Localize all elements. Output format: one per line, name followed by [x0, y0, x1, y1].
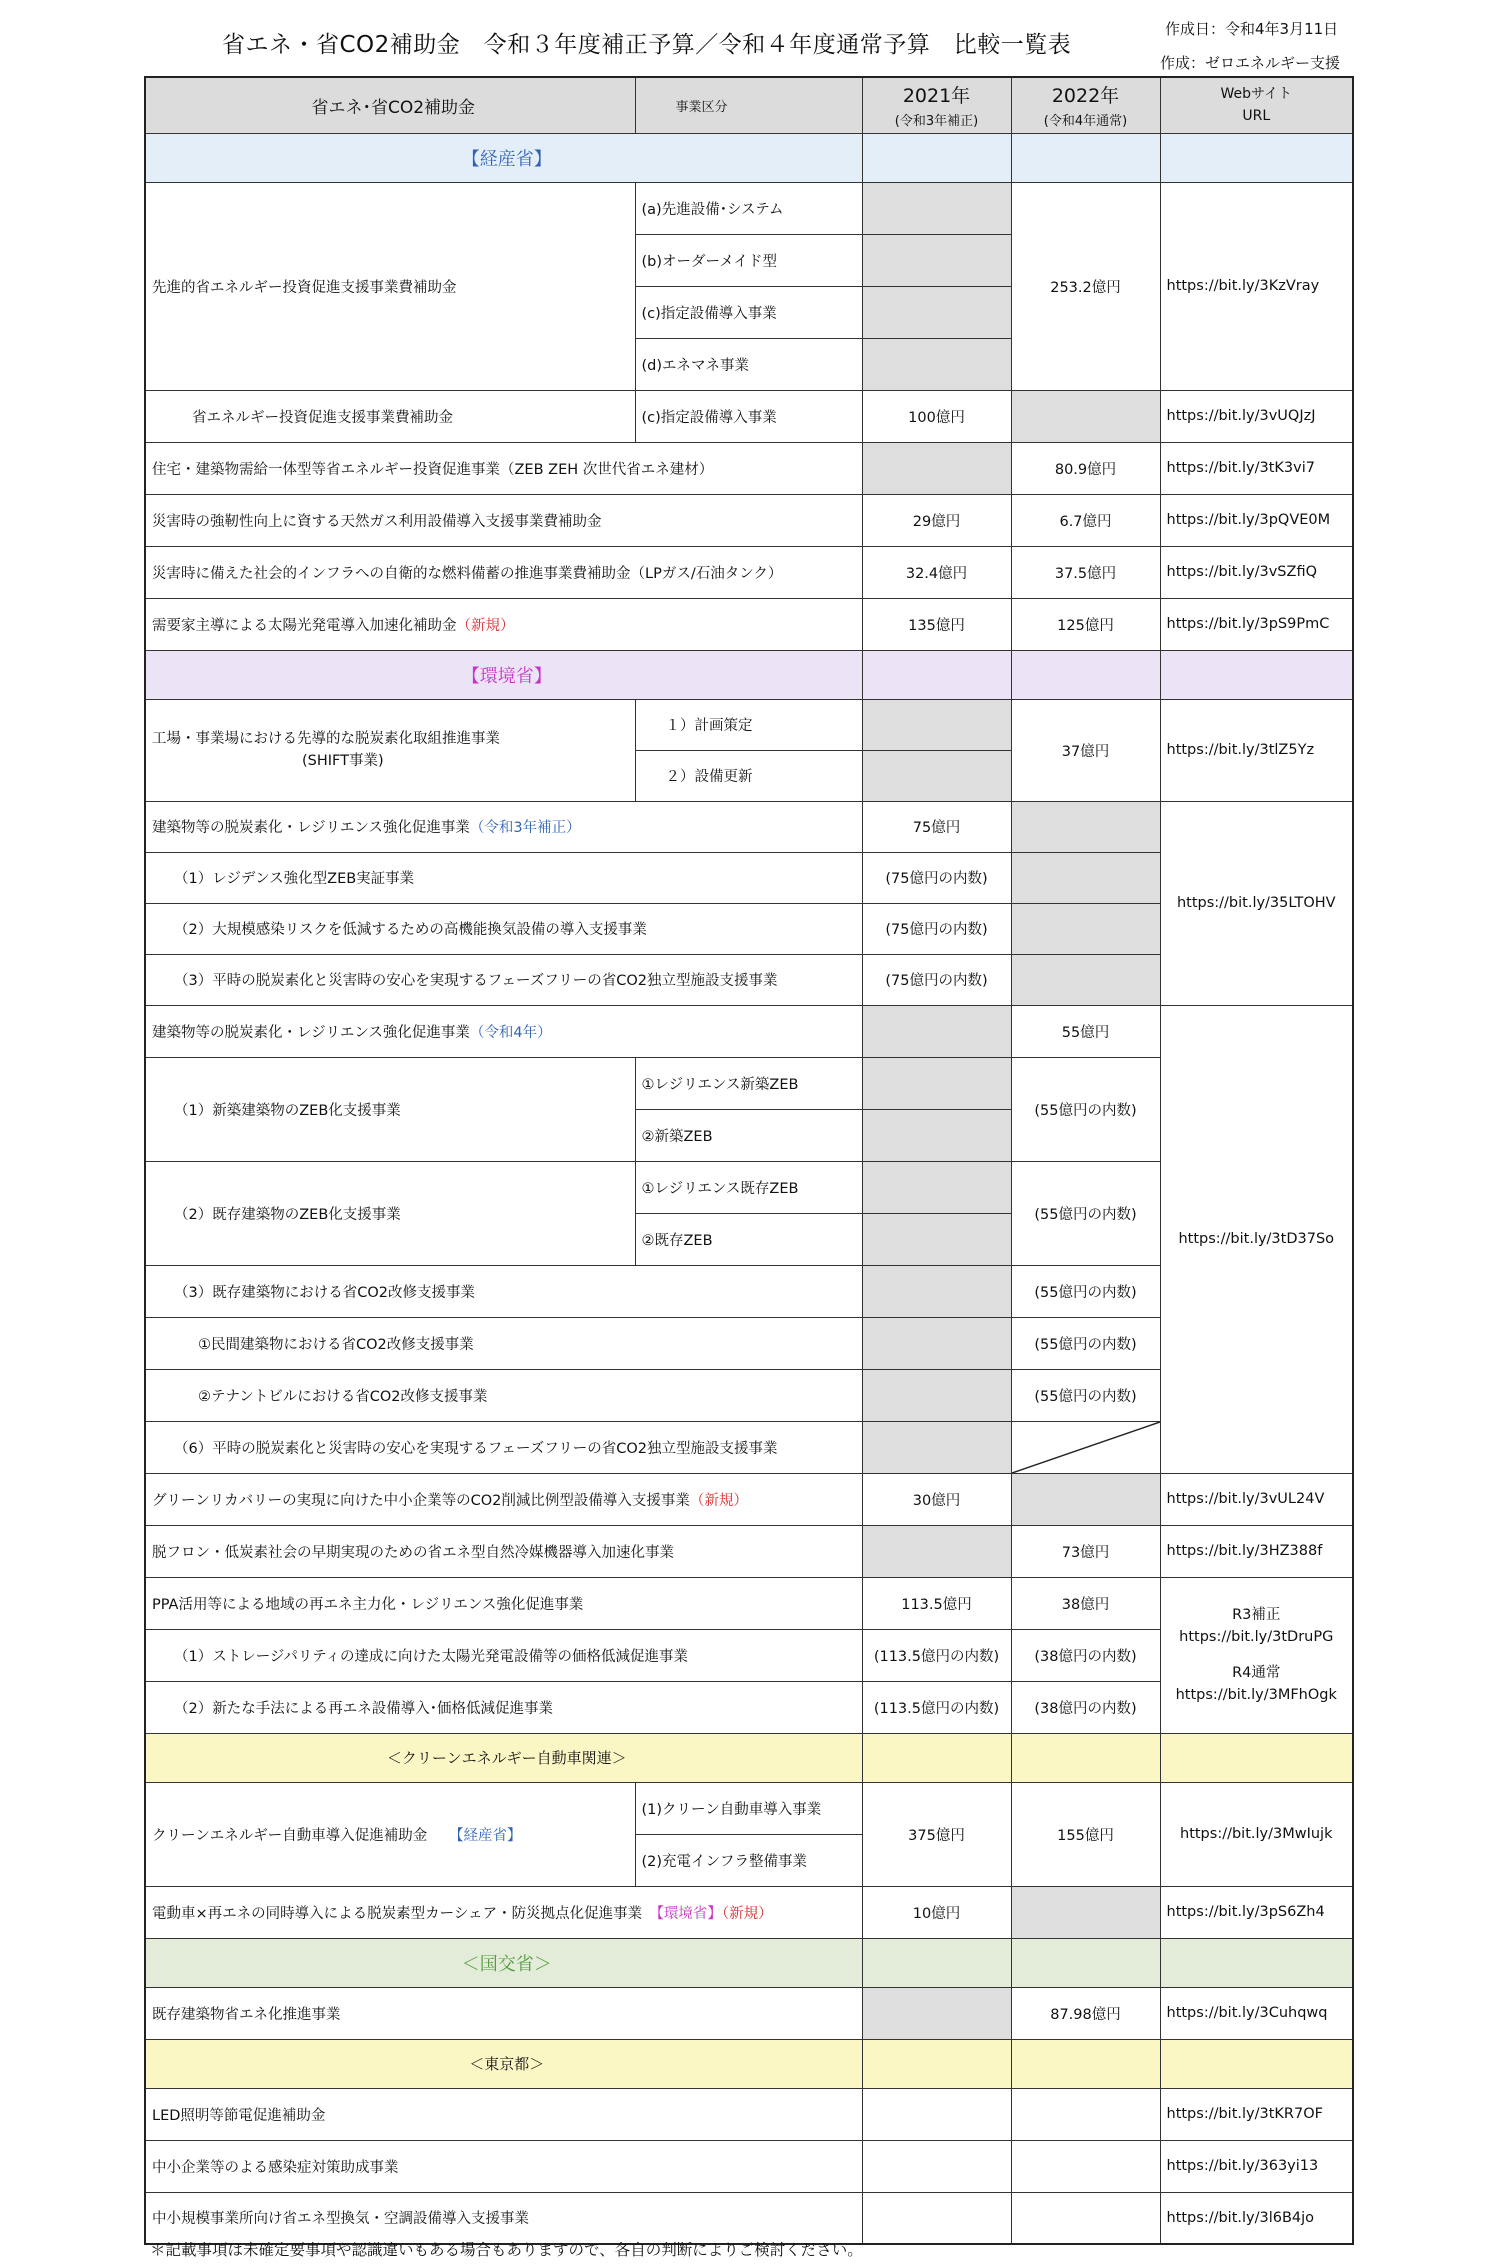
section-meti: 【経産省】 [145, 133, 1353, 182]
table-row: 先進的省エネルギー投資促進支援事業費補助金 (a)先進設備･システム 253.2億円 https://bit.ly/3KzVray [145, 182, 1353, 234]
url-link[interactable]: https://bit.ly/3tlZ5Yz [1160, 699, 1353, 801]
header-url: Webサイト URL [1160, 77, 1353, 133]
comparison-table: 省エネ･省CO2補助金 事業区分 2021年 (令和3年補正) 2022年 (令和4年通常) Webサイト URL 【経産省】 先進的省エネルギー投資促進支援事業費補助金 (a)先進設備･システム 253.2億円 https://bit.ly/3KzVray (b)オーダーメイド型 (c)指定設備導入事業 (d)エネマネ事業 省エネルギー投資促進支援事業費補助金 (c)指定設備導入事業 100億円 https://bit.ly/3vUQJzJ 住宅・建築物需給一体型等省エネルギー投資促進事業（ZEB ZEH 次世代省エネ建材） 80.9億円 https://bit.ly/3tK3vi7 災害時の強靭性向上に資する天然ガス利用設備導入支援事業費補助金 29億円 6.7億円 https://bit.ly/3pQVE0M 災害時に備えた社会的インフラへの自衛的な燃料備蓄の推進事業費補助金（LPガス/石油タンク） 32.4億円 37.5億円 https://bit.ly/3vSZfiQ 需要家主導による太陽光発電導入加速化補助金（新規） 135億円 125億円 https://bit.ly/3pS9PmC 【環境省】 工場・事業場における先導的な脱炭素化取組推進事業 (SHIFT事業) １）計画策定 37億円 https://bit.ly/3tlZ5Yz ２）設備更新 建築物等の脱炭素化・レジリエンス強化促進事業（令和3年補正） 75億円 https://bit.ly/35LTOHV （1）レジデンス強化型ZEB実証事業 (75億円の内数) （2）大規模感染リスクを低減するための高機能換気設備の導入支援事業 (75億円の内数) （3）平時の脱炭素化と災害時の安心を実現するフェーズフリーの省CO2独立型施設支援事業 (75億円の内数) 建築物等の脱炭素化・レジリエンス強化促進事業（令和4年） 55億円 https://bit.ly/3tD37So （1）新築建築物のZEB化支援事業 ①レジリエンス新築ZEB (55億円の内数) ②新築ZEB （2）既存建築物のZEB化支援事業 ①レジリエンス既存ZEB (55億円の内数) ②既存ZEB （3）既存建築物における省CO2改修支援事業 (55億円の内数) ①民間建築物における省CO2改修支援事業 (55億円の内数) ②テナントビルにおける省CO2改修支援事業 (55億円の内数) （6）平時の脱炭素化と災害時の安心を実現するフェーズフリーの省CO2独立型施設支援事業 グリーンリカバリーの実現に向けた中小企業等のCO2削減比例型設備導入支援事業（新規） 30億円 https://bit.ly/3vUL24V 脱フロン・低炭素社会の早期実現のための省エネ型自然冷媒機器導入加速化事業 73億円 https://bit.ly/3HZ388f PPA活用等による地域の再エネ主力化・レジリエンス強化促進事業 113.5億円 38億円 R3補正 https://bit.ly/3tDruPG R4通常 https://bit.ly/3MFhOgk （1）ストレージパリティの達成に向けた太陽光発電設備等の価格低減促進事業 (113.5億円の内数) (38億円の内数) （2）新たな手法による再エネ設備導入･価格低減促進事業 (113.5億円の内数) (38億円の内数) ＜クリーンエネルギー自動車関連＞ クリーンエネルギー自動車導入促進補助金 【経産省】 (1)クリーン自動車導入事業 375億円 155億円 https://bit.ly/3MwIujk (2)充電インフラ整備事業 電動車×再エネの同時導入による脱炭素型カーシェア・防災拠点化促進事業 【環境省】（新規） 10億円 https://bit.ly/3pS6Zh4 ＜国交省＞ 既存建築物省エネ化推進事業 87.98億円 https://bit.ly/3Cuhqwq ＜東京都＞ LED照明等節電促進補助金 https://bit.ly/3tKR7OF 中小企業等のよる感染症対策助成事業 https://bit.ly/363yi13 中小規模事業所向け省エネ型換気・空調設備導入支援事業 https://bit.ly/3l6B4jo [144, 76, 1354, 2245]
url-link[interactable]: https://bit.ly/3vUQJzJ [1160, 390, 1353, 442]
table-row: グリーンリカバリーの実現に向けた中小企業等のCO2削減比例型設備導入支援事業（新規） 30億円 https://bit.ly/3vUL24V [145, 1473, 1353, 1525]
url-link[interactable]: https://bit.ly/3tD37So [1160, 1005, 1353, 1473]
table-row: 建築物等の脱炭素化・レジリエンス強化促進事業（令和3年補正） 75億円 https://bit.ly/35LTOHV [145, 801, 1353, 852]
table-row: 既存建築物省エネ化推進事業 87.98億円 https://bit.ly/3Cuhqwq [145, 1987, 1353, 2039]
table-row: クリーンエネルギー自動車導入促進補助金 【経産省】 (1)クリーン自動車導入事業 375億円 155億円 https://bit.ly/3MwIujk [145, 1782, 1353, 1834]
url-link[interactable]: R3補正 https://bit.ly/3tDruPG R4通常 https://bit.ly/3MFhOgk [1160, 1577, 1353, 1733]
table-row: （2）新たな手法による再エネ設備導入･価格低減促進事業 (113.5億円の内数) (38億円の内数) [145, 1681, 1353, 1733]
table-row: 住宅・建築物需給一体型等省エネルギー投資促進事業（ZEB ZEH 次世代省エネ建材） 80.9億円 https://bit.ly/3tK3vi7 [145, 442, 1353, 494]
table-row: LED照明等節電促進補助金 https://bit.ly/3tKR7OF [145, 2088, 1353, 2140]
section-tokyo: ＜東京都＞ [145, 2039, 1353, 2088]
table-row: 災害時の強靭性向上に資する天然ガス利用設備導入支援事業費補助金 29億円 6.7億円 https://bit.ly/3pQVE0M [145, 494, 1353, 546]
table-row: ①民間建築物における省CO2改修支援事業 (55億円の内数) [145, 1317, 1353, 1369]
footnote: ＊記載事項は未確定要事項や認識違いもある場合もありますので、各自の判断によりご検討ください。 [150, 2241, 863, 2259]
url-link[interactable]: https://bit.ly/3l6B4jo [1160, 2192, 1353, 2244]
table-row: （3）既存建築物における省CO2改修支援事業 (55億円の内数) [145, 1265, 1353, 1317]
table-row: （6）平時の脱炭素化と災害時の安心を実現するフェーズフリーの省CO2独立型施設支援事業 [145, 1421, 1353, 1473]
created-by: 作成：ゼロエネルギー支援 [1160, 54, 1341, 72]
table-row: 工場・事業場における先導的な脱炭素化取組推進事業 (SHIFT事業) １）計画策定 37億円 https://bit.ly/3tlZ5Yz [145, 699, 1353, 750]
table-row: ②テナントビルにおける省CO2改修支援事業 (55億円の内数) [145, 1369, 1353, 1421]
header-program: 省エネ･省CO2補助金 [145, 77, 635, 133]
table-row: PPA活用等による地域の再エネ主力化・レジリエンス強化促進事業 113.5億円 38億円 R3補正 https://bit.ly/3tDruPG R4通常 https://bit.ly/3MFhOgk [145, 1577, 1353, 1629]
table-row: （1）新築建築物のZEB化支援事業 ①レジリエンス新築ZEB (55億円の内数) [145, 1057, 1353, 1109]
table-row: 中小企業等のよる感染症対策助成事業 https://bit.ly/363yi13 [145, 2140, 1353, 2192]
table-row: 脱フロン・低炭素社会の早期実現のための省エネ型自然冷媒機器導入加速化事業 73億円 https://bit.ly/3HZ388f [145, 1525, 1353, 1577]
table-row: 中小規模事業所向け省エネ型換気・空調設備導入支援事業 https://bit.ly/3l6B4jo [145, 2192, 1353, 2244]
url-link[interactable]: https://bit.ly/3pS6Zh4 [1160, 1886, 1353, 1938]
section-mlit: ＜国交省＞ [145, 1938, 1353, 1987]
url-link[interactable]: https://bit.ly/363yi13 [1160, 2140, 1353, 2192]
url-link[interactable]: https://bit.ly/3vSZfiQ [1160, 546, 1353, 598]
url-link[interactable]: https://bit.ly/3KzVray [1160, 182, 1353, 390]
table-row: 需要家主導による太陽光発電導入加速化補助金（新規） 135億円 125億円 https://bit.ly/3pS9PmC [145, 598, 1353, 650]
table-row: 建築物等の脱炭素化・レジリエンス強化促進事業（令和4年） 55億円 https://bit.ly/3tD37So [145, 1005, 1353, 1057]
url-link[interactable]: https://bit.ly/3HZ388f [1160, 1525, 1353, 1577]
table-header [145, 77, 1353, 133]
url-link[interactable]: https://bit.ly/3vUL24V [1160, 1473, 1353, 1525]
header-2022: 2022年 (令和4年通常) [1011, 77, 1160, 133]
url-link[interactable]: https://bit.ly/3pS9PmC [1160, 598, 1353, 650]
url-link[interactable]: https://bit.ly/3tK3vi7 [1160, 442, 1353, 494]
section-clean-vehicle: ＜クリーンエネルギー自動車関連＞ [145, 1733, 1353, 1782]
header-category: 事業区分 [635, 77, 862, 133]
new-badge: （新規） [689, 1492, 748, 1509]
table-row: （2）大規模感染リスクを低減するための高機能換気設備の導入支援事業 (75億円の内数) [145, 903, 1353, 954]
created-date: 作成日：令和4年3月11日 [1165, 20, 1339, 38]
table-row: 災害時に備えた社会的インフラへの自衛的な燃料備蓄の推進事業費補助金（LPガス/石油タンク） 32.4億円 37.5億円 https://bit.ly/3vSZfiQ [145, 546, 1353, 598]
header-2021: 2021年 (令和3年補正) [862, 77, 1011, 133]
diagonal-slash [1012, 1422, 1160, 1473]
url-link[interactable]: https://bit.ly/3pQVE0M [1160, 494, 1353, 546]
url-link[interactable]: https://bit.ly/3Cuhqwq [1160, 1987, 1353, 2039]
new-badge: （新規） [456, 617, 515, 634]
table-row: （1）レジデンス強化型ZEB実証事業 (75億円の内数) [145, 852, 1353, 903]
url-link[interactable]: https://bit.ly/3MwIujk [1160, 1782, 1353, 1886]
table-row: （2）既存建築物のZEB化支援事業 ①レジリエンス既存ZEB (55億円の内数) [145, 1161, 1353, 1213]
page-title: 省エネ・省CO2補助金 令和３年度補正予算／令和４年度通常予算 比較一覧表 [222, 32, 1072, 58]
table-row: （3）平時の脱炭素化と災害時の安心を実現するフェーズフリーの省CO2独立型施設支援事業 (75億円の内数) [145, 954, 1353, 1005]
table-row: 電動車×再エネの同時導入による脱炭素型カーシェア・防災拠点化促進事業 【環境省】（新規） 10億円 https://bit.ly/3pS6Zh4 [145, 1886, 1353, 1938]
url-link[interactable]: https://bit.ly/35LTOHV [1160, 801, 1353, 1005]
new-badge: （新規） [721, 1905, 773, 1922]
table-row: 省エネルギー投資促進支援事業費補助金 (c)指定設備導入事業 100億円 https://bit.ly/3vUQJzJ [145, 390, 1353, 442]
table-row: （1）ストレージパリティの達成に向けた太陽光発電設備等の価格低減促進事業 (113.5億円の内数) (38億円の内数) [145, 1629, 1353, 1681]
section-env: 【環境省】 [145, 650, 1353, 699]
url-link[interactable]: https://bit.ly/3tKR7OF [1160, 2088, 1353, 2140]
